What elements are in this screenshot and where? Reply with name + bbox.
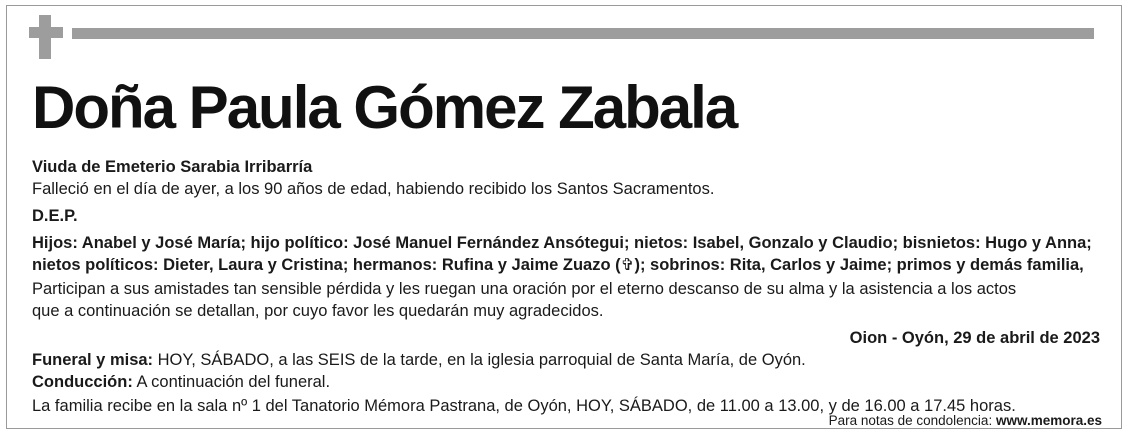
dep-line: D.E.P. bbox=[32, 207, 78, 225]
death-line: Falleció en el día de ayer, a los 90 años de edad, habiendo recibido los Santos Sacramentos. bbox=[32, 180, 715, 198]
conduccion-label: Conducción: bbox=[32, 373, 133, 391]
obituary-body bbox=[32, 156, 1100, 417]
place-date: Oion - Oyón, 29 de abril de 2023 bbox=[849, 329, 1100, 347]
header-rule bbox=[72, 28, 1094, 39]
conduccion-text: A continuación del funeral. bbox=[132, 373, 331, 391]
family-line-2: nietos políticos: Dieter, Laura y Cristina; hermanos: Rufina y Jaime Zuazo (✞); sobrinos: Rita, Carlos y Jaime; primos y demás familia, bbox=[32, 256, 1084, 274]
cross-icon-horizontal bbox=[29, 27, 63, 38]
condolence-footer bbox=[829, 412, 1102, 430]
family-line-1: Hijos: Anabel y José María; hijo político: José Manuel Fernández Ansótegui; nietos: Isabel, Gonzalo y Claudio; bisnietos: Hugo y Anna; bbox=[32, 234, 1092, 252]
conduccion-line bbox=[32, 371, 1100, 393]
funeral-text: HOY, SÁBADO, a las SEIS de la tarde, en la iglesia parroquial de Santa María, de Oyón. bbox=[153, 351, 806, 369]
deceased-name: Doña Paula Gómez Zabala bbox=[32, 74, 737, 141]
memora-link[interactable]: www.memora.es bbox=[995, 413, 1102, 428]
announce-line-2: que a continuación se detallan, por cuyo favor les quedarán muy agradecidos. bbox=[32, 302, 604, 320]
announce-line-1: Participan a sus amistades tan sensible pérdida y les ruegan una oración por el eterno descanso de su alma y la asistencia a los actos bbox=[32, 280, 1017, 298]
funeral-label: Funeral y misa: bbox=[32, 351, 154, 369]
footer-prefix: Para notas de condolencia: bbox=[828, 413, 996, 428]
reception-line: La familia recibe en la sala nº 1 del Tanatorio Mémora Pastrana, de Oyón, HOY, SÁBADO, de 11.00 a 13.00, y de 16.00 a 17.45 horas. bbox=[32, 397, 1016, 415]
funeral-line bbox=[32, 349, 1100, 371]
widow-line: Viuda de Emeterio Sarabia Irribarría bbox=[32, 158, 313, 176]
